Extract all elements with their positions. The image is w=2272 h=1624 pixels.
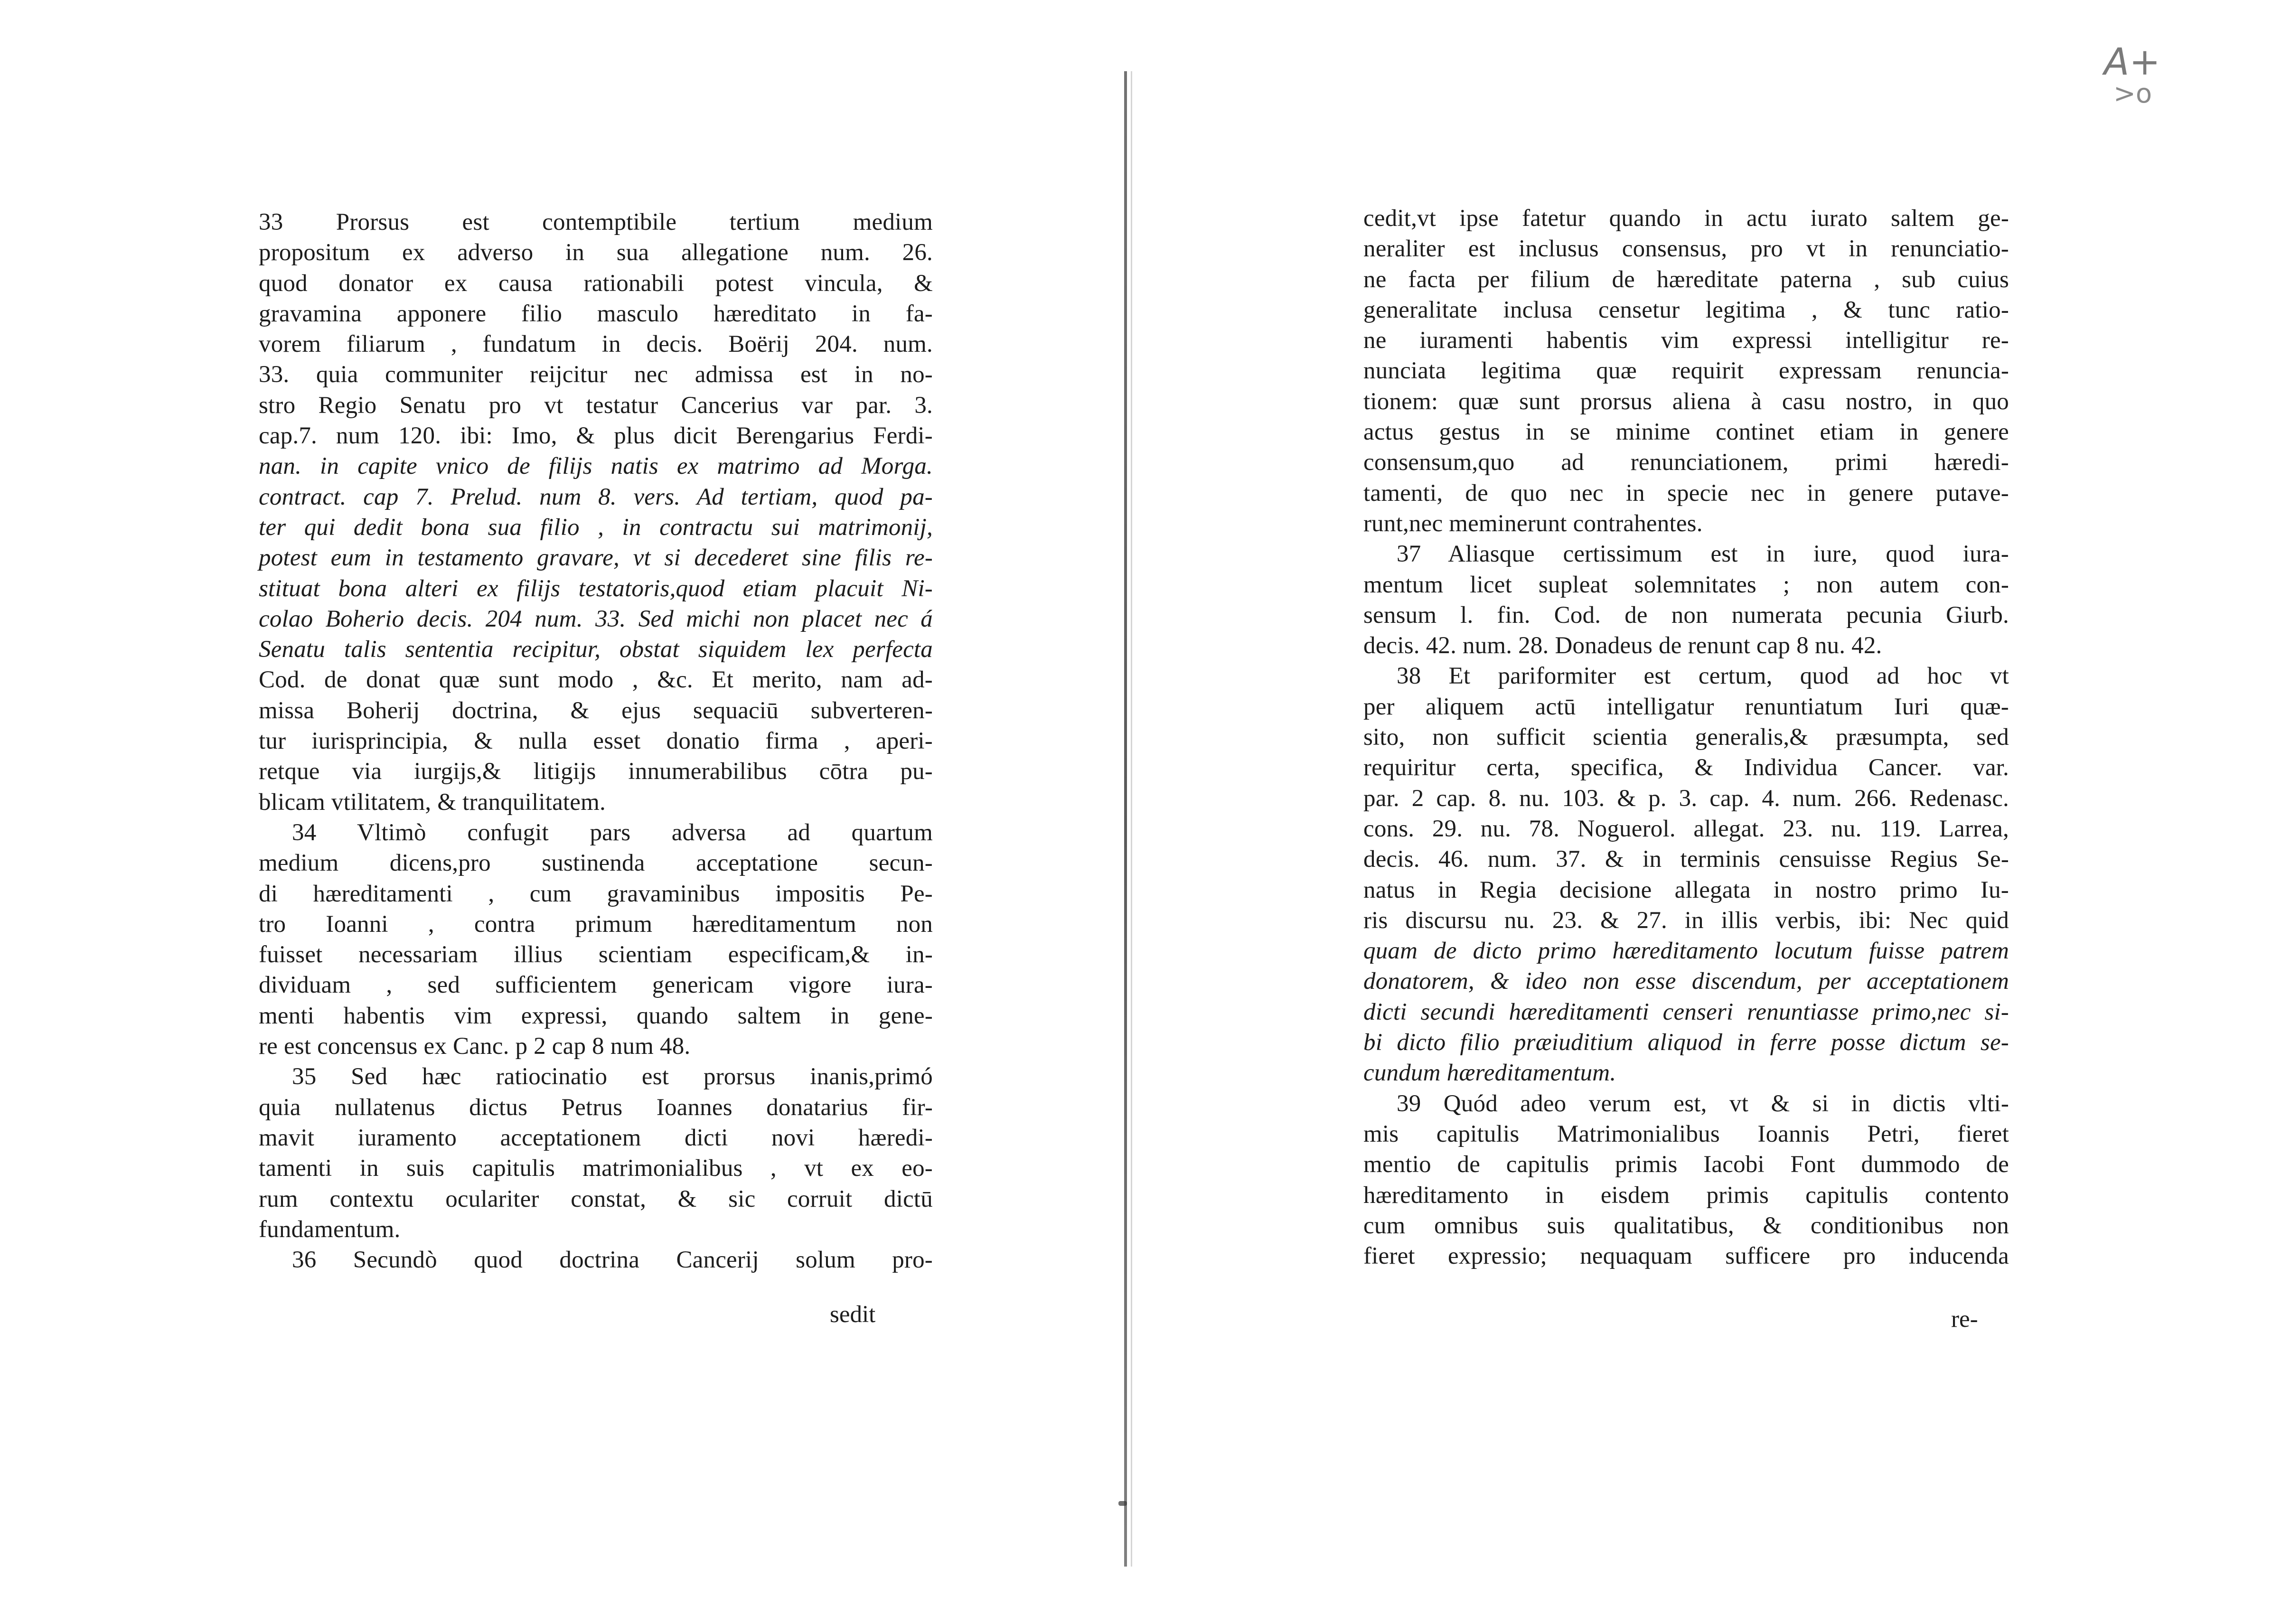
text-line: Cod. de donat quæ sunt modo , &c. Et merito, nam ad- bbox=[259, 666, 933, 694]
text-line: gravamina apponere filio masculo hæreditato in fa- bbox=[259, 300, 933, 327]
text-line: decis. 42. num. 28. Donadeus de renunt cap 8 nu. 42. bbox=[1363, 632, 1882, 659]
text-line: 33. quia communiter reijcitur nec admissa est in no- bbox=[259, 361, 933, 388]
text-line: re est concensus ex Canc. p 2 cap 8 num 48. bbox=[259, 1033, 691, 1060]
text-line: medium dicens,pro sustinenda acceptatione secun- bbox=[259, 850, 933, 877]
text-line: cap.7. num 120. ibi: Imo, & plus dicit Berengarius Ferdi- bbox=[259, 422, 933, 450]
text-line: 34 Vltimò confugit pars adversa ad quartum bbox=[292, 819, 933, 846]
text-line: ter qui dedit bona sua filio , in contractu sui matrimonij, bbox=[259, 514, 933, 541]
text-line: retque via iurgijs,& litigijs innumerabilibus cōtra pu- bbox=[259, 758, 933, 785]
text-line: tionem: quæ sunt prorsus aliena à casu nostro, in quo bbox=[1363, 388, 2009, 415]
text-line: missa Boherij doctrina, & ejus sequaciū subverteren- bbox=[259, 697, 933, 724]
right-page-catchword: re- bbox=[1951, 1306, 1978, 1333]
text-line: runt,nec meminerunt contrahentes. bbox=[1363, 510, 1703, 537]
text-line: fieret expressio; nequaquam sufficere pro inducenda bbox=[1363, 1243, 2009, 1270]
text-line: colao Boherio decis. 204 num. 33. Sed michi non placet nec á bbox=[259, 605, 933, 632]
text-line: contract. cap 7. Prelud. num 8. vers. Ad tertiam, quod pa- bbox=[259, 483, 933, 510]
text-line: ne facta per filium de hæreditate paterna , sub cuius bbox=[1363, 266, 2009, 293]
text-line: ne iuramenti habentis vim expressi intelligitur re- bbox=[1363, 327, 2009, 354]
text-line: dicti secundi hæreditamenti censeri renuntiasse primo,nec si- bbox=[1363, 998, 2009, 1025]
text-line: quam de dicto primo hæreditamento locutum fuisse patrem bbox=[1363, 938, 2009, 965]
left-page-catchword: sedit bbox=[830, 1301, 876, 1328]
text-line: blicam vtilitatem, & tranquilitatem. bbox=[259, 789, 606, 816]
text-line: 37 Aliasque certissimum est in iure, quod iura- bbox=[1397, 541, 2009, 568]
text-line: 39 Quód adeo verum est, vt & si in dictis vlti- bbox=[1397, 1090, 2009, 1117]
text-line: actus gestus in se minime continet etiam in genere bbox=[1363, 419, 2009, 446]
text-line: menti habentis vim expressi, quando saltem in gene- bbox=[259, 1002, 933, 1029]
book-gutter bbox=[1124, 71, 1127, 1567]
text-line: vorem filiarum , fundatum in decis. Boërij 204. num. bbox=[259, 331, 933, 358]
text-line: tro Ioanni , contra primum hæreditamentum non bbox=[259, 911, 933, 938]
text-line: requiritur certa, specifica, & Individua Cancer. var. bbox=[1363, 754, 2009, 781]
text-line: ris discursu nu. 23. & 27. in illis verbis, ibi: Nec quid bbox=[1363, 907, 2009, 934]
text-line: cum omnibus suis qualitatibus, & conditionibus non bbox=[1363, 1212, 2009, 1239]
text-line: 33 Prorsus est contemptibile tertium medium bbox=[259, 209, 933, 235]
text-line: potest eum in testamento gravare, vt si decederet sine filis re- bbox=[259, 544, 933, 572]
text-line: bi dicto filio præiuditium aliquod in ferre posse dictum se- bbox=[1363, 1029, 2009, 1056]
text-line: 36 Secundò quod doctrina Cancerij solum pro- bbox=[292, 1247, 933, 1274]
text-line: fundamentum. bbox=[259, 1216, 401, 1243]
text-line: mavit iuramento acceptationem dicti novi hæredi- bbox=[259, 1124, 933, 1151]
text-line: tamenti, de quo nec in specie nec in genere putave- bbox=[1363, 479, 2009, 507]
text-line: fuisset necessariam illius scientiam especificam,& in- bbox=[259, 941, 933, 968]
text-line: nunciata legitima quæ requirit expressam renuncia- bbox=[1363, 357, 2009, 385]
text-line: dividuam , sed sufficientem genericam vigore iura- bbox=[259, 972, 933, 999]
text-line: cundum hæreditamentum. bbox=[1363, 1060, 1616, 1087]
text-line: generalitate inclusa censetur legitima , & tunc ratio- bbox=[1363, 296, 2009, 323]
text-line: neraliter est inclusus consensus, pro vt in renunciatio- bbox=[1363, 235, 2009, 263]
left-page-text bbox=[259, 207, 933, 1275]
text-line: tur iurisprincipia, & nulla esset donatio firma , aperi- bbox=[259, 728, 933, 755]
gutter-shadow bbox=[1131, 71, 1132, 1567]
text-line: mentum licet supleat solemnitates ; non autem con- bbox=[1363, 571, 2009, 598]
text-line: di hæreditamenti , cum gravaminibus impositis Pe- bbox=[259, 880, 933, 907]
text-line: quia nullatenus dictus Petrus Ioannes donatarius fir- bbox=[259, 1094, 933, 1121]
text-line: par. 2 cap. 8. nu. 103. & p. 3. cap. 4. num. 266. Redenasc. bbox=[1363, 785, 2009, 812]
corner-annotation-sub: >o bbox=[2113, 78, 2152, 109]
corner-annotation: A+ bbox=[2104, 41, 2160, 84]
text-line: donatorem, & ideo non esse discendum, per acceptationem bbox=[1363, 968, 2009, 995]
text-line: 38 Et pariformiter est certum, quod ad hoc vt bbox=[1397, 663, 2009, 690]
text-line: decis. 46. num. 37. & in terminis censuisse Regius Se- bbox=[1363, 846, 2009, 873]
text-line: sito, non sufficit scientia generalis,& præsumpta, sed bbox=[1363, 724, 2009, 751]
text-line: sensum l. fin. Cod. de non numerata pecunia Giurb. bbox=[1363, 601, 2009, 629]
text-line: Senatu talis sententia recipitur, obstat siquidem lex perfecta bbox=[259, 636, 933, 663]
right-page-text bbox=[1363, 203, 2009, 1271]
text-line: quod donator ex causa rationabili potest vincula, & bbox=[259, 270, 933, 297]
text-line: mis capitulis Matrimonialibus Ioannis Petri, fieret bbox=[1363, 1120, 2009, 1147]
text-line: nan. in capite vnico de filijs natis ex matrimo ad Morga. bbox=[259, 453, 933, 480]
text-line: stro Regio Senatu pro vt testatur Cancerius var par. 3. bbox=[259, 392, 933, 419]
text-line: cedit,vt ipse fatetur quando in actu iurato saltem ge- bbox=[1363, 205, 2009, 232]
text-line: stituat bona alteri ex filijs testatoris,quod etiam placuit Ni- bbox=[259, 575, 933, 602]
text-line: 35 Sed hæc ratiocinatio est prorsus inanis,primó bbox=[292, 1063, 933, 1090]
gutter-binding-mark bbox=[1118, 1501, 1127, 1506]
text-line: per aliquem actū intelligatur renuntiatum Iuri quæ- bbox=[1363, 693, 2009, 720]
text-line: cons. 29. nu. 78. Noguerol. allegat. 23. nu. 119. Larrea, bbox=[1363, 815, 2009, 842]
text-line: rum contextu oculariter constat, & sic corruit dictū bbox=[259, 1185, 933, 1212]
text-line: propositum ex adverso in sua allegatione num. 26. bbox=[259, 239, 933, 266]
text-line: consensum,quo ad renunciationem, primi hæredi- bbox=[1363, 449, 2009, 476]
text-line: mentio de capitulis primis Iacobi Font dummodo de bbox=[1363, 1151, 2009, 1178]
text-line: hæreditamento in eisdem primis capitulis contento bbox=[1363, 1182, 2009, 1209]
text-line: tamenti in suis capitulis matrimonialibus , vt ex eo- bbox=[259, 1155, 933, 1182]
text-line: natus in Regia decisione allegata in nostro primo Iu- bbox=[1363, 876, 2009, 903]
